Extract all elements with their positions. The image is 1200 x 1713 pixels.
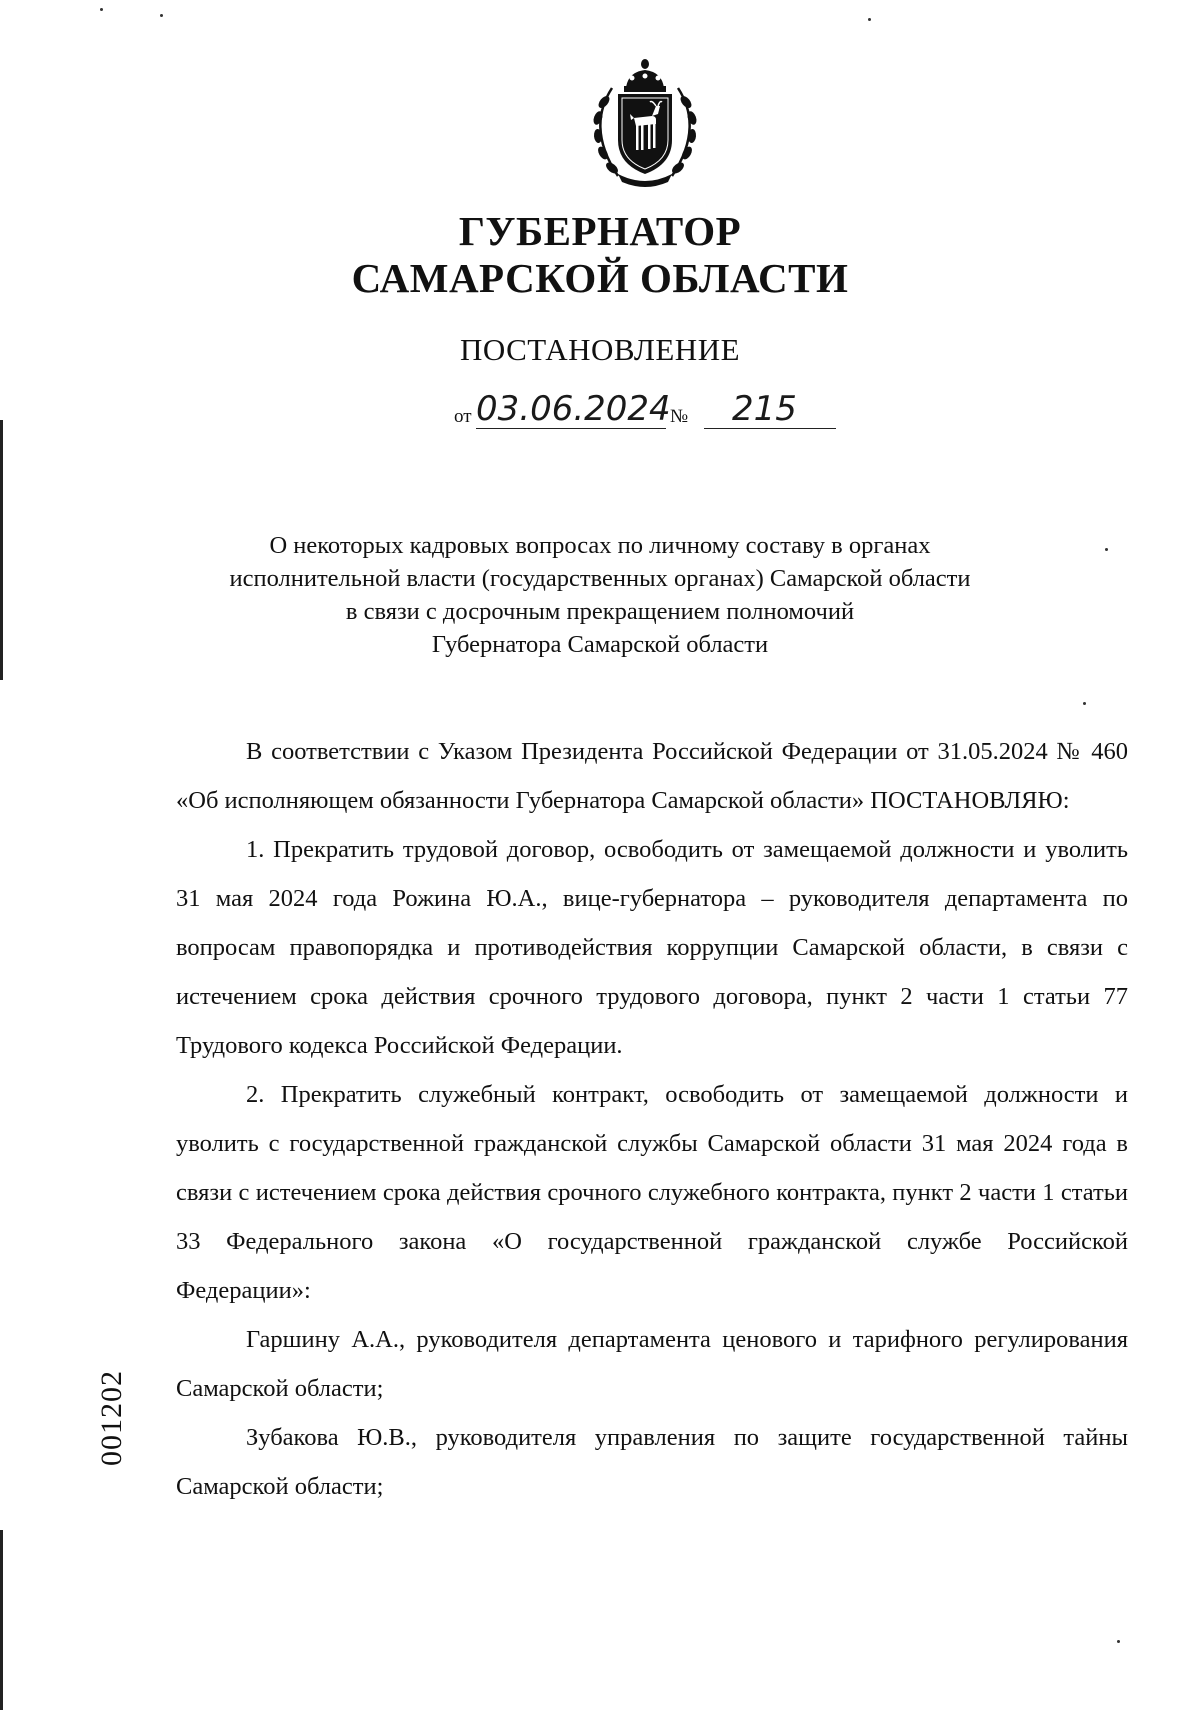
subject-line: Губернатора Самарской области [431,631,769,658]
body-paragraph-preamble: В соответствии с Указом Президента Российской Федерации от 31.05.2024 № 460 «Об исполняющем обязанности Губернатора Самарской области» ПОСТАНОВЛЯЮ: [176,738,1128,814]
org-title-line1: ГУБЕРНАТОР [458,208,742,254]
scan-speck [100,8,103,11]
scan-edge-artifact [0,420,3,680]
scan-speck [160,14,163,17]
scan-edge-artifact [0,1530,3,1710]
body-paragraph-person: Зубакова Ю.В., руководителя управления по защите государственной тайны Самарской области; [176,1424,1128,1500]
number-label: № [670,406,689,427]
body-paragraph-person: Гаршину А.А., руководителя департамента ценового и тарифного регулирования Самарской области; [176,1326,1128,1402]
org-title-line2: САМАРСКОЙ ОБЛАСТИ [351,255,849,301]
document-type: ПОСТАНОВЛЕНИЕ [459,332,741,367]
subject-line: О некоторых кадровых вопросах по личному составу в органах [269,532,931,559]
side-registration-code: 001202 [95,1370,128,1466]
date-prefix: от [454,406,472,427]
samara-coat-of-arms-icon [578,58,712,188]
scan-speck [868,18,871,21]
body-paragraph-item-2: 2. Прекратить служебный контракт, освободить от замещаемой должности и уволить с государственной гражданской службы Самарской области 31 мая 2024 года в связи с истечением срока действия срочного служебного контракта, пункт 2 части 1 статьи 33 Федерального закона «О государственной гражданской службе Российской Федерации»: [176,1081,1128,1304]
subject-line: исполнительной власти (государственных органах) Самарской области [229,565,971,592]
scan-speck [1083,702,1086,705]
document-date: 03.06.2024 [476,389,671,429]
body-paragraph-item-1: 1. Прекратить трудовой договор, освободить от замещаемой должности и уволить 31 мая 2024 года Рожина Ю.А., вице-губернатора – руководителя департамента по вопросам правопорядка и противодействия коррупции Самарской области, в связи с истечением срока действия срочного трудового договора, пункт 2 части 1 статьи 77 Трудового кодекса Российской Федерации. [176,836,1128,1059]
scan-speck [1117,1640,1120,1643]
date-number-line [454,389,854,432]
scan-speck [1105,548,1108,551]
subject-line: в связи с досрочным прекращением полномочий [345,598,855,625]
document-number: 215 [704,392,836,429]
document-body [176,727,1128,1511]
document-subject [150,529,1050,661]
